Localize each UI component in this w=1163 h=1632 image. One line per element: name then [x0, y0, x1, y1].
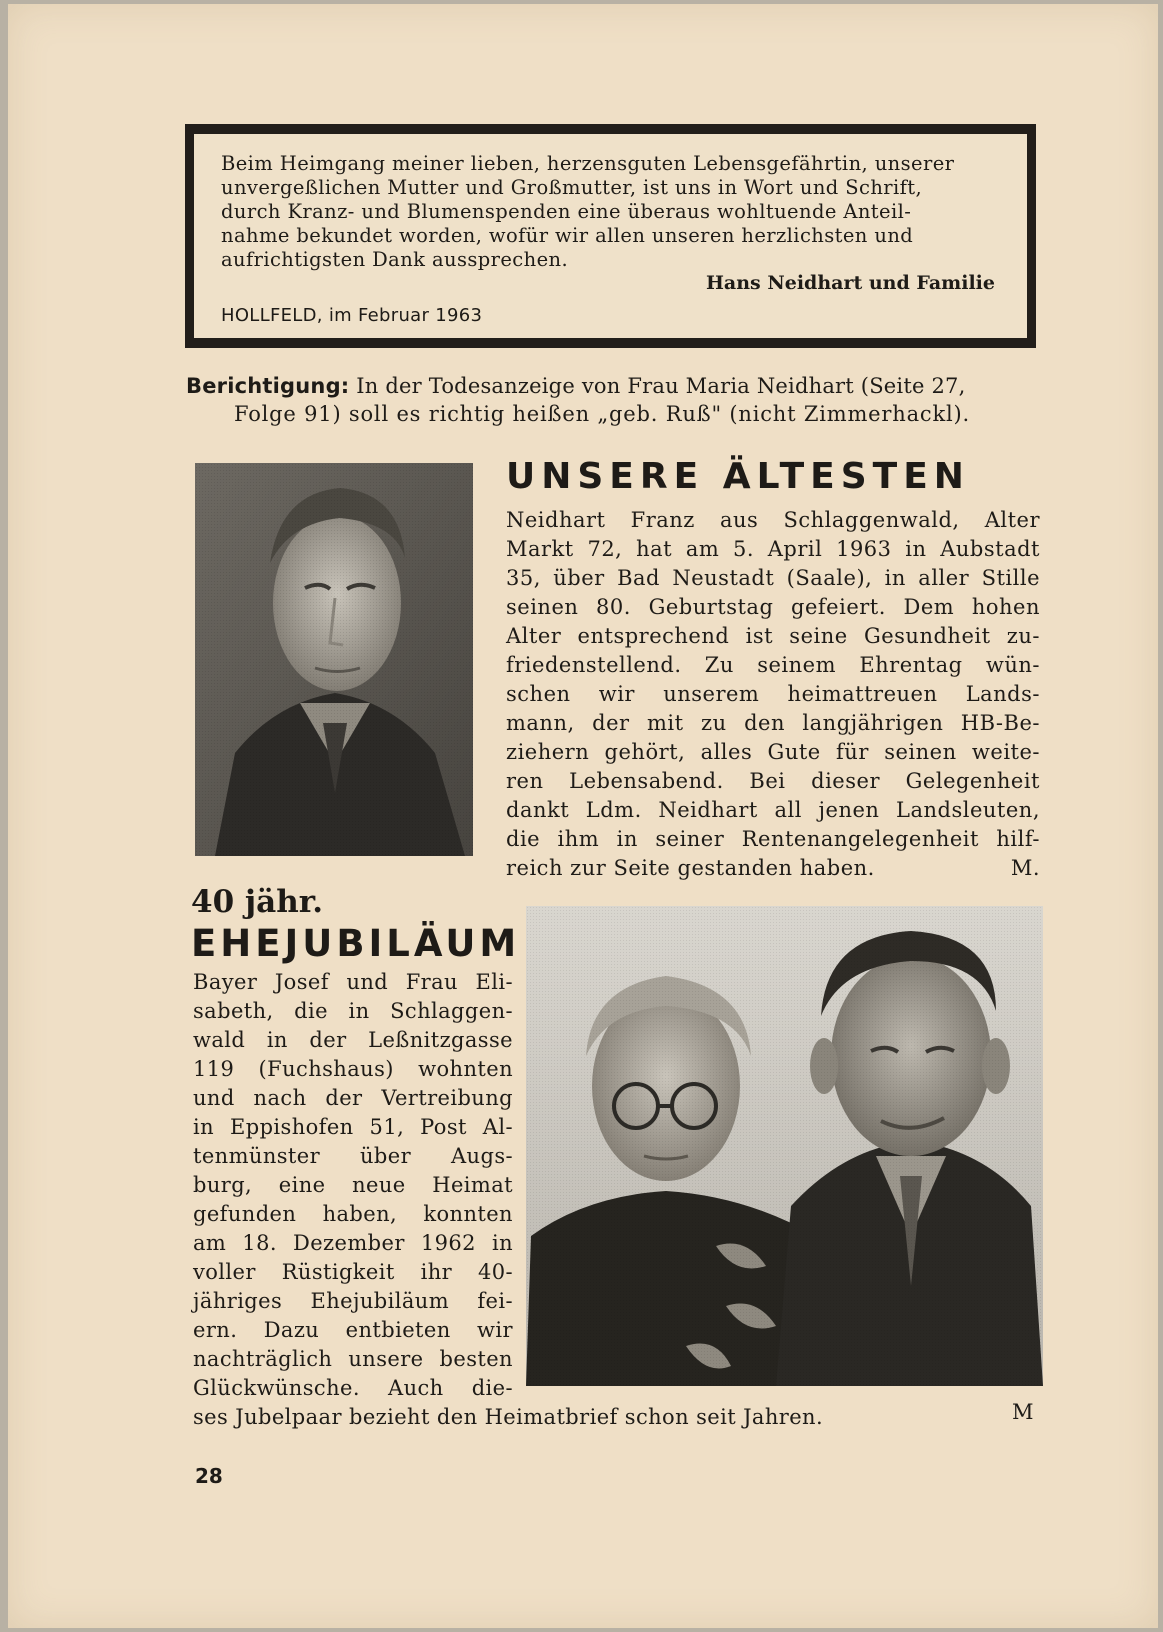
notice-line: durch Kranz- und Blumenspenden eine überaus wohltuende Anteil-: [221, 200, 912, 223]
article-line: jähriges Ehejubiläum fei-: [193, 1289, 513, 1313]
article-anniversary: [193, 968, 824, 1432]
article-line: Neidhart Franz aus Schlaggenwald, Alter: [506, 508, 1040, 532]
article-last-line: [506, 854, 1040, 883]
article-line: reich zur Seite gestanden haben.: [506, 856, 875, 880]
notice-line: Beim Heimgang meiner lieben, herzensguten Lebensgefährtin, unserer: [221, 152, 955, 175]
notice-line: unvergeßlichen Mutter und Großmutter, ist uns in Wort und Schrift,: [221, 176, 923, 199]
article-line: tenmünster über Augs-: [193, 1144, 513, 1168]
heading-40-jaehr: 40 jähr.: [191, 884, 324, 920]
article-line: wald in der Leßnitzgasse: [193, 1028, 513, 1052]
article-line: mann, der mit zu den langjährigen HB-Be-: [506, 711, 1040, 735]
notice-signature: Hans Neidhart und Familie: [705, 272, 995, 294]
notice-line: nahme bekundet worden, wofür wir allen unseren herzlichsten und: [221, 224, 914, 247]
article-line: ses Jubelpaar bezieht den Heimatbrief schon seit Jahren.: [193, 1405, 824, 1429]
article-line: dankt Ldm. Neidhart all jenen Landsleuten,: [506, 798, 1040, 822]
article-line: in Eppishofen 51, Post Al-: [193, 1115, 513, 1139]
page-number: 28: [195, 1464, 223, 1488]
article-line: am 18. Dezember 1962 in: [193, 1231, 513, 1255]
article-line: 35, über Bad Neustadt (Saale), in aller Stille: [506, 566, 1040, 590]
article-line: Bayer Josef und Frau Eli-: [193, 970, 513, 994]
notice-text: [221, 152, 1001, 272]
article-line: Alter entsprechend ist seine Gesundheit zu-: [506, 624, 1040, 648]
article-line: ziehern gehört, alles Gute für seinen weite-: [506, 740, 1040, 764]
correction-label: Berichtigung:: [186, 374, 350, 398]
article-signature: M: [1012, 1400, 1034, 1424]
article-line: gefunden haben, konnten: [193, 1202, 513, 1226]
portrait-photo: [195, 463, 473, 856]
article-line: schen wir unserem heimattreuen Lands-: [506, 682, 1040, 706]
article-line: voller Rüstigkeit ihr 40-: [193, 1260, 513, 1284]
notice-place-date: HOLLFELD, im Februar 1963: [221, 305, 483, 326]
article-line: nachträglich unsere besten: [193, 1347, 513, 1371]
article-signature: M.: [1010, 856, 1040, 880]
article-line: seinen 80. Geburtstag gefeiert. Dem hohen: [506, 595, 1040, 619]
article-line: Markt 72, hat am 5. April 1963 in Aubstadt: [506, 537, 1040, 561]
correction-line-2: Folge 91) soll es richtig heißen „geb. Ruß" (nicht Zimmerhackl).: [234, 402, 970, 426]
article-line: burg, eine neue Heimat: [193, 1173, 513, 1197]
article-birthday: [506, 506, 1040, 883]
article-line: ren Lebensabend. Bei dieser Gelegenheit: [506, 769, 1040, 793]
thank-you-notice: [185, 124, 1036, 348]
article-line: sabeth, die in Schlaggen-: [193, 999, 513, 1023]
correction-notice: [186, 372, 1037, 428]
article-line: friedenstellend. Zu seinem Ehrentag wün-: [506, 653, 1040, 677]
article-line: und nach der Vertreibung: [193, 1086, 513, 1110]
article-line: 119 (Fuchshaus) wohnten: [193, 1057, 513, 1081]
heading-unsere-aeltesten: UNSERE ÄLTESTEN: [506, 456, 970, 497]
page: [8, 4, 1158, 1628]
article-line: ern. Dazu entbieten wir: [193, 1318, 513, 1342]
couple-photo: [526, 906, 1043, 1386]
article-line: Glückwünsche. Auch die-: [193, 1376, 513, 1400]
correction-line-1: In der Todesanzeige von Frau Maria Neidhart (Seite 27,: [349, 374, 966, 398]
heading-ehejubilaeum: EHEJUBILÄUM: [191, 922, 521, 965]
notice-line: aufrichtigsten Dank aussprechen.: [221, 248, 569, 271]
article-line: die ihm in seiner Rentenangelegenheit hilf-: [506, 827, 1040, 851]
